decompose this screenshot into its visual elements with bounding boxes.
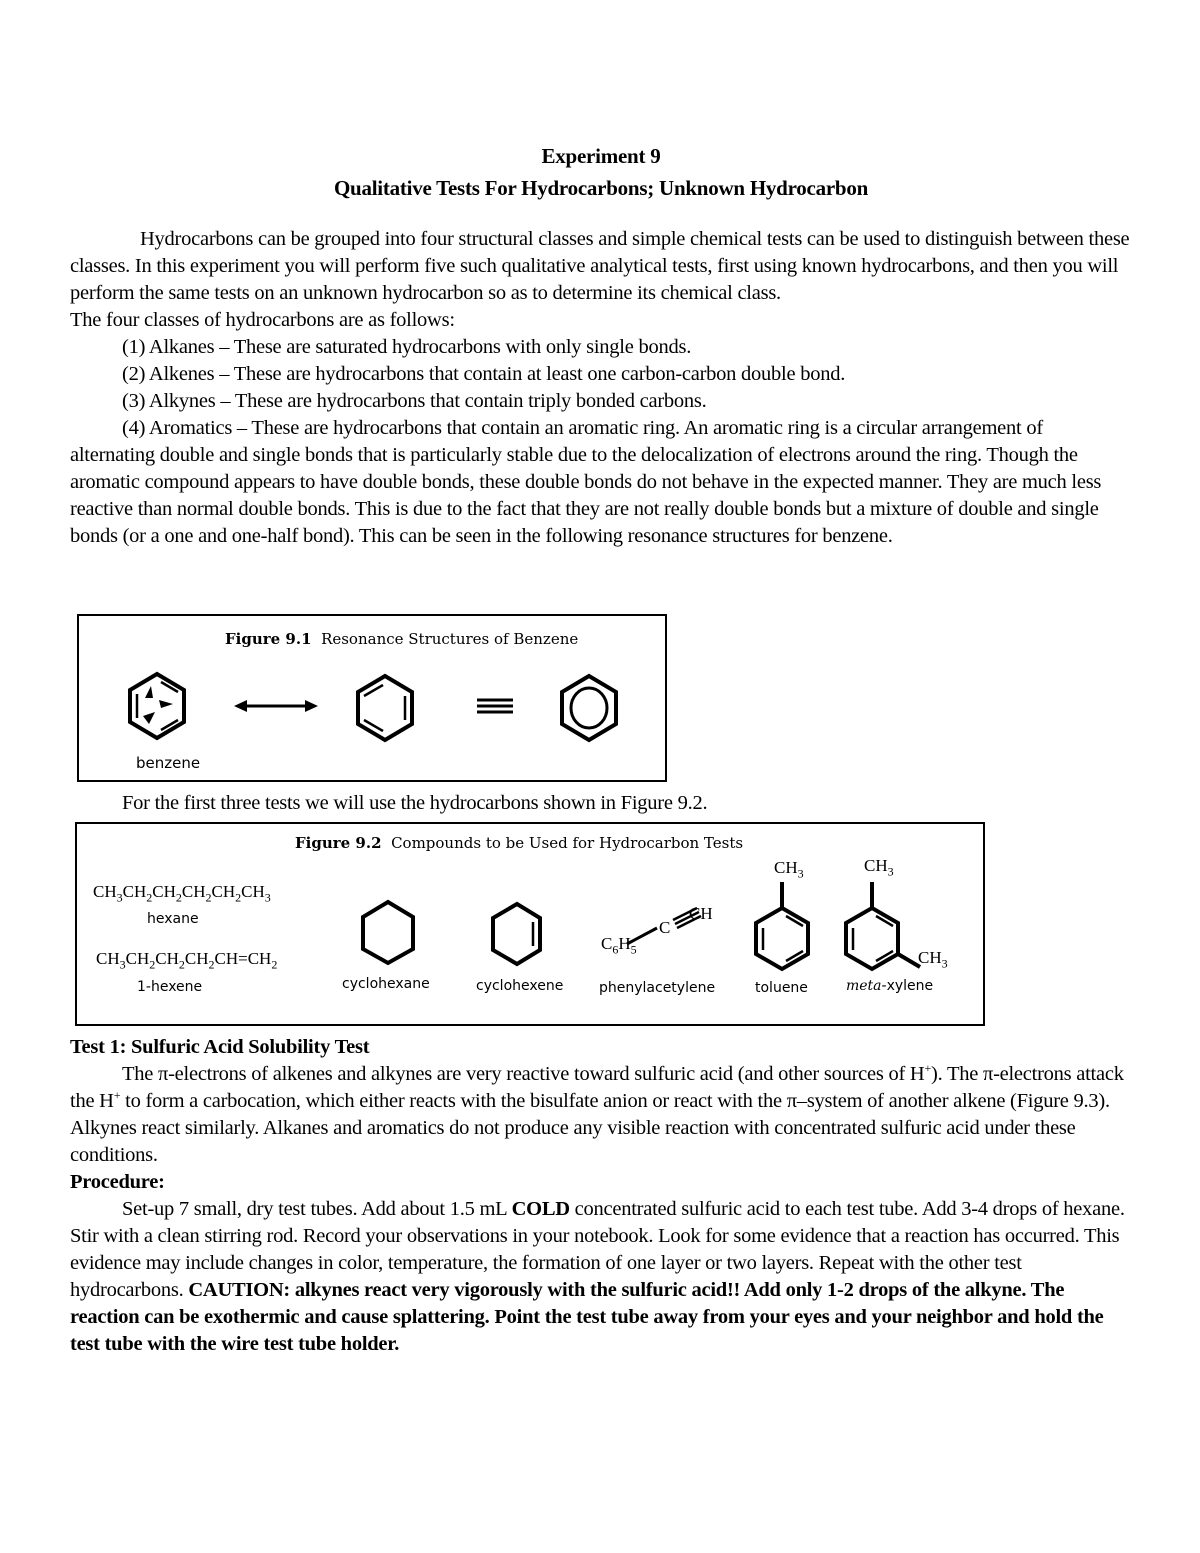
- hexane-label: hexane: [147, 911, 199, 927]
- toluene-methyl: $CH_3$: [774, 858, 804, 881]
- test-1-description: The π-electrons of alkenes and alkynes are very reactive toward sulfuric acid (and other sources of H+). The π-electrons attack the H+ to form a carbocation, which either reacts with the bisulfate anion or react with the π–system of another alkene (Figure 9.3). Alkynes react similarly. Alkanes and aromatics do not produce any visible reaction with concentrated sulfuric acid under these conditions.: [70, 1061, 1124, 1166]
- figure-9-2: [75, 822, 985, 1026]
- test-1-section: [70, 1034, 1132, 1358]
- xylene-methyl-right: $CH_3$: [918, 948, 948, 971]
- page-title: Experiment 9: [541, 144, 661, 168]
- figure-label: Figure 9.2: [295, 834, 382, 852]
- toluene-label: toluene: [755, 980, 808, 996]
- cyclohexene-label: cyclohexene: [476, 978, 564, 994]
- caution-warning: CAUTION: alkynes react very vigorously with the sulfuric acid!! Add only 1-2 drops of the alkyne. The reaction can be exothermic and cause splattering. Point the test tube away from your eyes and your neighbor and hold the test tube with the wire test tube holder.: [70, 1279, 1104, 1355]
- transition-text-block: [70, 790, 1132, 817]
- meta-xylene-label: meta-xylene: [846, 978, 934, 994]
- alkyne-carbon: C: [659, 918, 671, 937]
- test-1-heading: Test 1: Sulfuric Acid Solubility Test: [70, 1036, 370, 1058]
- class-item-alkanes: (1) Alkanes – These are saturated hydrocarbons with only single bonds.: [122, 336, 692, 358]
- benzene-label: benzene: [136, 754, 201, 772]
- classes-intro: The four classes of hydrocarbons are as follows:: [70, 309, 455, 331]
- class-item-aromatics: (4) Aromatics – These are hydrocarbons that contain an aromatic ring. An aromatic ring is a circular arrangement of alternating double and single bonds that is particularly stable due to the delocalization of electrons around the ring. Though the aromatic compound appears to have double bonds, these double bonds do not behave in the expected manner. They are much less reactive than normal double bonds. This is due to the fact that they are not really double bonds but a mixture of double and single bonds (or a one and one-half bond). This can be seen in the following resonance structures for benzene.: [70, 417, 1102, 547]
- figure-9-1: [77, 614, 667, 782]
- 1-hexene-formula: $CH_3CH_2CH_2CH_2CH=CH_2$: [96, 949, 278, 972]
- transition-sentence: For the first three tests we will use the hydrocarbons shown in Figure 9.2.: [122, 792, 708, 814]
- document-body: [70, 140, 1132, 550]
- procedure-text: Set-up 7 small, dry test tubes. Add about 1.5 mL COLD concentrated sulfuric acid to each test tube. Add 3-4 drops of hexane. Stir with a clean stirring rod. Record your observations in your notebook. Look for some evidence that a reaction has occurred. This evidence may include changes in color, temperature, the formation of one layer or two layers. Repeat with the other test hydrocarbons. CAUTION: alkynes react very vigorously with the sulfuric acid!! Add only 1-2 drops of the alkyne. The reaction can be exothermic and cause splattering. Point the test tube away from your eyes and your neighbor and hold the test tube with the wire test tube holder.: [70, 1198, 1125, 1355]
- phenyl-group: $C_6H_5$: [601, 934, 637, 957]
- hydrocarbon-structures-icon: [77, 824, 987, 1028]
- procedure-heading: Procedure:: [70, 1171, 165, 1193]
- intro-paragraph: Hydrocarbons can be grouped into four structural classes and simple chemical tests can be used to distinguish between these classes. In this experiment you will perform five such qualitative analytical tests, first using known hydrocarbons, and then you will perform the same tests on an unknown hydrocarbon so as to determine its chemical class.: [70, 228, 1130, 304]
- hexane-formula: $CH_3CH_2CH_2CH_2CH_2CH_3$: [93, 882, 271, 905]
- class-item-alkenes: (2) Alkenes – These are hydrocarbons that contain at least one carbon-carbon double bond.: [122, 363, 846, 385]
- figure-caption-text: Resonance Structures of Benzene: [321, 630, 579, 648]
- class-item-alkynes: (3) Alkynes – These are hydrocarbons that contain triply bonded carbons.: [122, 390, 707, 412]
- xylene-methyl-top: $CH_3$: [864, 856, 894, 879]
- figure-label: Figure 9.1: [225, 630, 312, 648]
- page-subtitle: Qualitative Tests For Hydrocarbons; Unknown Hydrocarbon: [333, 176, 869, 200]
- 1-hexene-label: 1-hexene: [137, 979, 203, 995]
- cyclohexane-label: cyclohexane: [342, 976, 430, 992]
- terminal-ch: CH: [689, 904, 713, 923]
- figure-caption-text: Compounds to be Used for Hydrocarbon Tests: [391, 834, 744, 852]
- phenylacetylene-label: phenylacetylene: [599, 980, 716, 996]
